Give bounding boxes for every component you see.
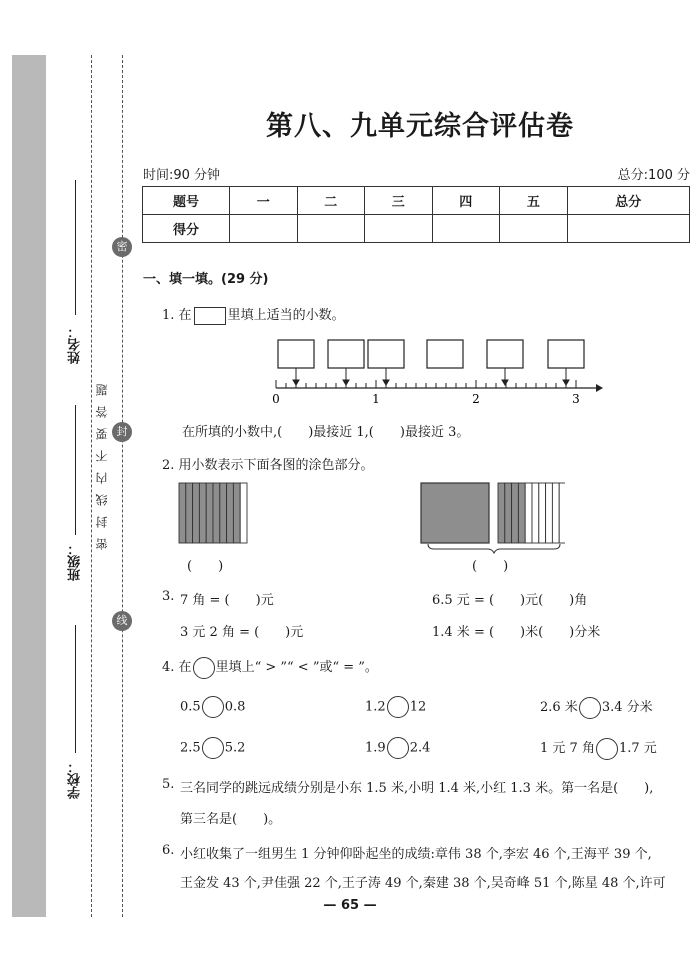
compare-circle-6[interactable] <box>596 738 618 760</box>
score-head-0: 题号 <box>143 187 230 215</box>
q4-item-3 <box>540 696 653 719</box>
q4-pre: 在 <box>178 660 192 675</box>
q4-item-6-right: 1.7 元 <box>618 741 657 756</box>
nl-box-3[interactable] <box>368 340 404 368</box>
figure-left-strip <box>220 483 227 543</box>
q4-post: 里填上“ > ”“ < ”或“ = ”。 <box>215 660 378 675</box>
class-line[interactable] <box>75 405 76 535</box>
q1-post: 里填上适当的小数。 <box>227 308 345 323</box>
q4-item-4-left: 2.5 <box>180 740 201 756</box>
q3-a[interactable]: 7 角 = ( )元 <box>180 593 274 608</box>
q3-b[interactable]: 6.5 元 = ( )元( )角 <box>432 593 588 608</box>
seal-feng: 封 <box>112 422 132 442</box>
score-cell-2[interactable] <box>297 215 365 243</box>
seal-xian: 线 <box>112 611 132 631</box>
figure-left-strip <box>199 483 206 543</box>
q1-box-icon <box>194 307 226 325</box>
figure-left-strip <box>186 483 193 543</box>
figure-left-strip <box>179 483 186 543</box>
figure-left-strip <box>240 483 247 543</box>
figure-right-strip <box>559 483 565 543</box>
compare-circle-4[interactable] <box>202 737 224 759</box>
q4-item-5-left: 1.9 <box>365 740 386 756</box>
figure-right-strip <box>518 483 525 543</box>
binding-dashed-line-left <box>91 55 92 917</box>
q3-c[interactable]: 3 元 2 角 = ( )元 <box>180 625 304 640</box>
nl-box-1[interactable] <box>278 340 314 368</box>
q4-num: 4. <box>162 660 175 675</box>
compare-circle-1[interactable] <box>202 696 224 718</box>
number-line <box>260 336 605 406</box>
score-head-3: 三 <box>365 187 433 215</box>
q4-item-3-right: 3.4 分米 <box>601 700 653 715</box>
nl-box-5[interactable] <box>487 340 523 368</box>
score-head-total: 总分 <box>567 187 689 215</box>
q2-text: 用小数表示下面各图的涂色部分。 <box>178 458 374 473</box>
binding-dashed-line-right <box>122 55 123 917</box>
school-label: 学校： <box>68 760 83 799</box>
figure-left-strip <box>193 483 200 543</box>
q6-line1: 小红收集了一组男生 1 分钟仰卧起坐的成绩:章伟 38 个,李宏 46 个,王海平 39 个, <box>180 847 652 862</box>
q2-blank-right[interactable]: ( ) <box>472 559 509 574</box>
page-number: — 65 — <box>323 898 377 913</box>
q4-item-3-left: 2.6 米 <box>540 700 578 715</box>
q2 <box>162 454 374 473</box>
score-head-4: 四 <box>432 187 500 215</box>
figure-right-strip <box>505 483 512 543</box>
binding-notice: 密封线内不要答题 <box>95 374 109 550</box>
q4-item-4-right: 5.2 <box>224 740 246 756</box>
figure-right-strip <box>525 483 532 543</box>
q4 <box>162 656 378 679</box>
figure-right-strip <box>512 483 519 543</box>
q4-item-6 <box>540 737 657 760</box>
compare-circle-2[interactable] <box>387 696 409 718</box>
q4-item-2 <box>365 696 426 718</box>
brace-icon <box>428 544 560 553</box>
compare-circle-5[interactable] <box>387 737 409 759</box>
binding-strip <box>12 55 46 917</box>
q5-num: 5. <box>162 777 175 792</box>
score-head-2: 二 <box>297 187 365 215</box>
compare-circle-3[interactable] <box>579 697 601 719</box>
nl-box-4[interactable] <box>427 340 463 368</box>
q1-num: 1. <box>162 308 175 323</box>
q4-item-1-right: 0.8 <box>224 699 246 715</box>
score-table <box>142 186 690 243</box>
school-line[interactable] <box>75 625 76 753</box>
nl-tick-label-3: 3 <box>572 392 580 406</box>
q3-num: 3. <box>162 589 175 604</box>
q4-item-1 <box>180 696 245 718</box>
q4-item-5 <box>365 737 430 759</box>
q4-item-5-right: 2.4 <box>409 740 431 756</box>
q1 <box>162 304 345 325</box>
figure-right-full-square <box>421 483 489 543</box>
q4-circle-icon <box>193 657 215 679</box>
figure-left-strip <box>233 483 240 543</box>
q2-num: 2. <box>162 458 175 473</box>
figure-right <box>420 482 565 554</box>
q4-item-1-left: 0.5 <box>180 699 201 715</box>
q1-pre: 在 <box>178 308 192 323</box>
figure-left-strip <box>227 483 234 543</box>
name-label: 姓名： <box>68 325 83 364</box>
nl-tick-label-2: 2 <box>472 392 480 406</box>
q5-line2[interactable]: 第三名是( )。 <box>180 812 282 827</box>
total-info: 总分:100 分 <box>617 168 690 183</box>
score-cell-3[interactable] <box>365 215 433 243</box>
figure-left-strip <box>213 483 220 543</box>
score-cell-5[interactable] <box>500 215 568 243</box>
figure-left-strip <box>206 483 213 543</box>
q1-note: 在所填的小数中,( )最接近 1,( )最接近 3。 <box>182 425 470 440</box>
score-cell-total[interactable] <box>567 215 689 243</box>
nl-tick-label-0: 0 <box>272 392 280 406</box>
q2-blank-left[interactable]: ( ) <box>187 559 224 574</box>
figure-right-strip <box>498 483 505 543</box>
q3-d[interactable]: 1.4 米 = ( )米( )分米 <box>432 625 601 640</box>
figure-left <box>178 482 248 544</box>
score-row-label: 得分 <box>143 215 230 243</box>
q4-item-4 <box>180 737 245 759</box>
figure-right-strip <box>546 483 553 543</box>
page-title: 第八、九单元综合评估卷 <box>266 111 574 142</box>
score-head-5: 五 <box>500 187 568 215</box>
nl-box-2[interactable] <box>328 340 364 368</box>
nl-box-6[interactable] <box>548 340 584 368</box>
figure-right-strip <box>539 483 546 543</box>
name-line[interactable] <box>75 180 76 315</box>
figure-right-strip <box>552 483 559 543</box>
q4-item-2-left: 1.2 <box>365 699 386 715</box>
q6-line2: 王金发 43 个,尹佳强 22 个,王子涛 49 个,秦建 38 个,吴奇峰 51 个,陈星 48 个,许可 <box>180 876 666 891</box>
q4-item-2-right: 12 <box>409 699 427 715</box>
score-cell-4[interactable] <box>432 215 500 243</box>
q6-num: 6. <box>162 843 175 858</box>
figure-right-strip <box>532 483 539 543</box>
class-label: 班级： <box>68 542 83 581</box>
section-1-heading: 一、填一填。(29 分) <box>143 272 269 287</box>
nl-arrows <box>293 368 569 385</box>
score-head-1: 一 <box>230 187 298 215</box>
seal-mi: 密 <box>112 237 132 257</box>
time-info: 时间:90 分钟 <box>143 168 221 183</box>
nl-tick-label-1: 1 <box>372 392 380 406</box>
score-cell-1[interactable] <box>230 215 298 243</box>
q5-line1[interactable]: 三名同学的跳远成绩分别是小东 1.5 米,小明 1.4 米,小红 1.3 米。第一名是( ), <box>180 781 654 796</box>
q4-item-6-left: 1 元 7 角 <box>540 741 595 756</box>
